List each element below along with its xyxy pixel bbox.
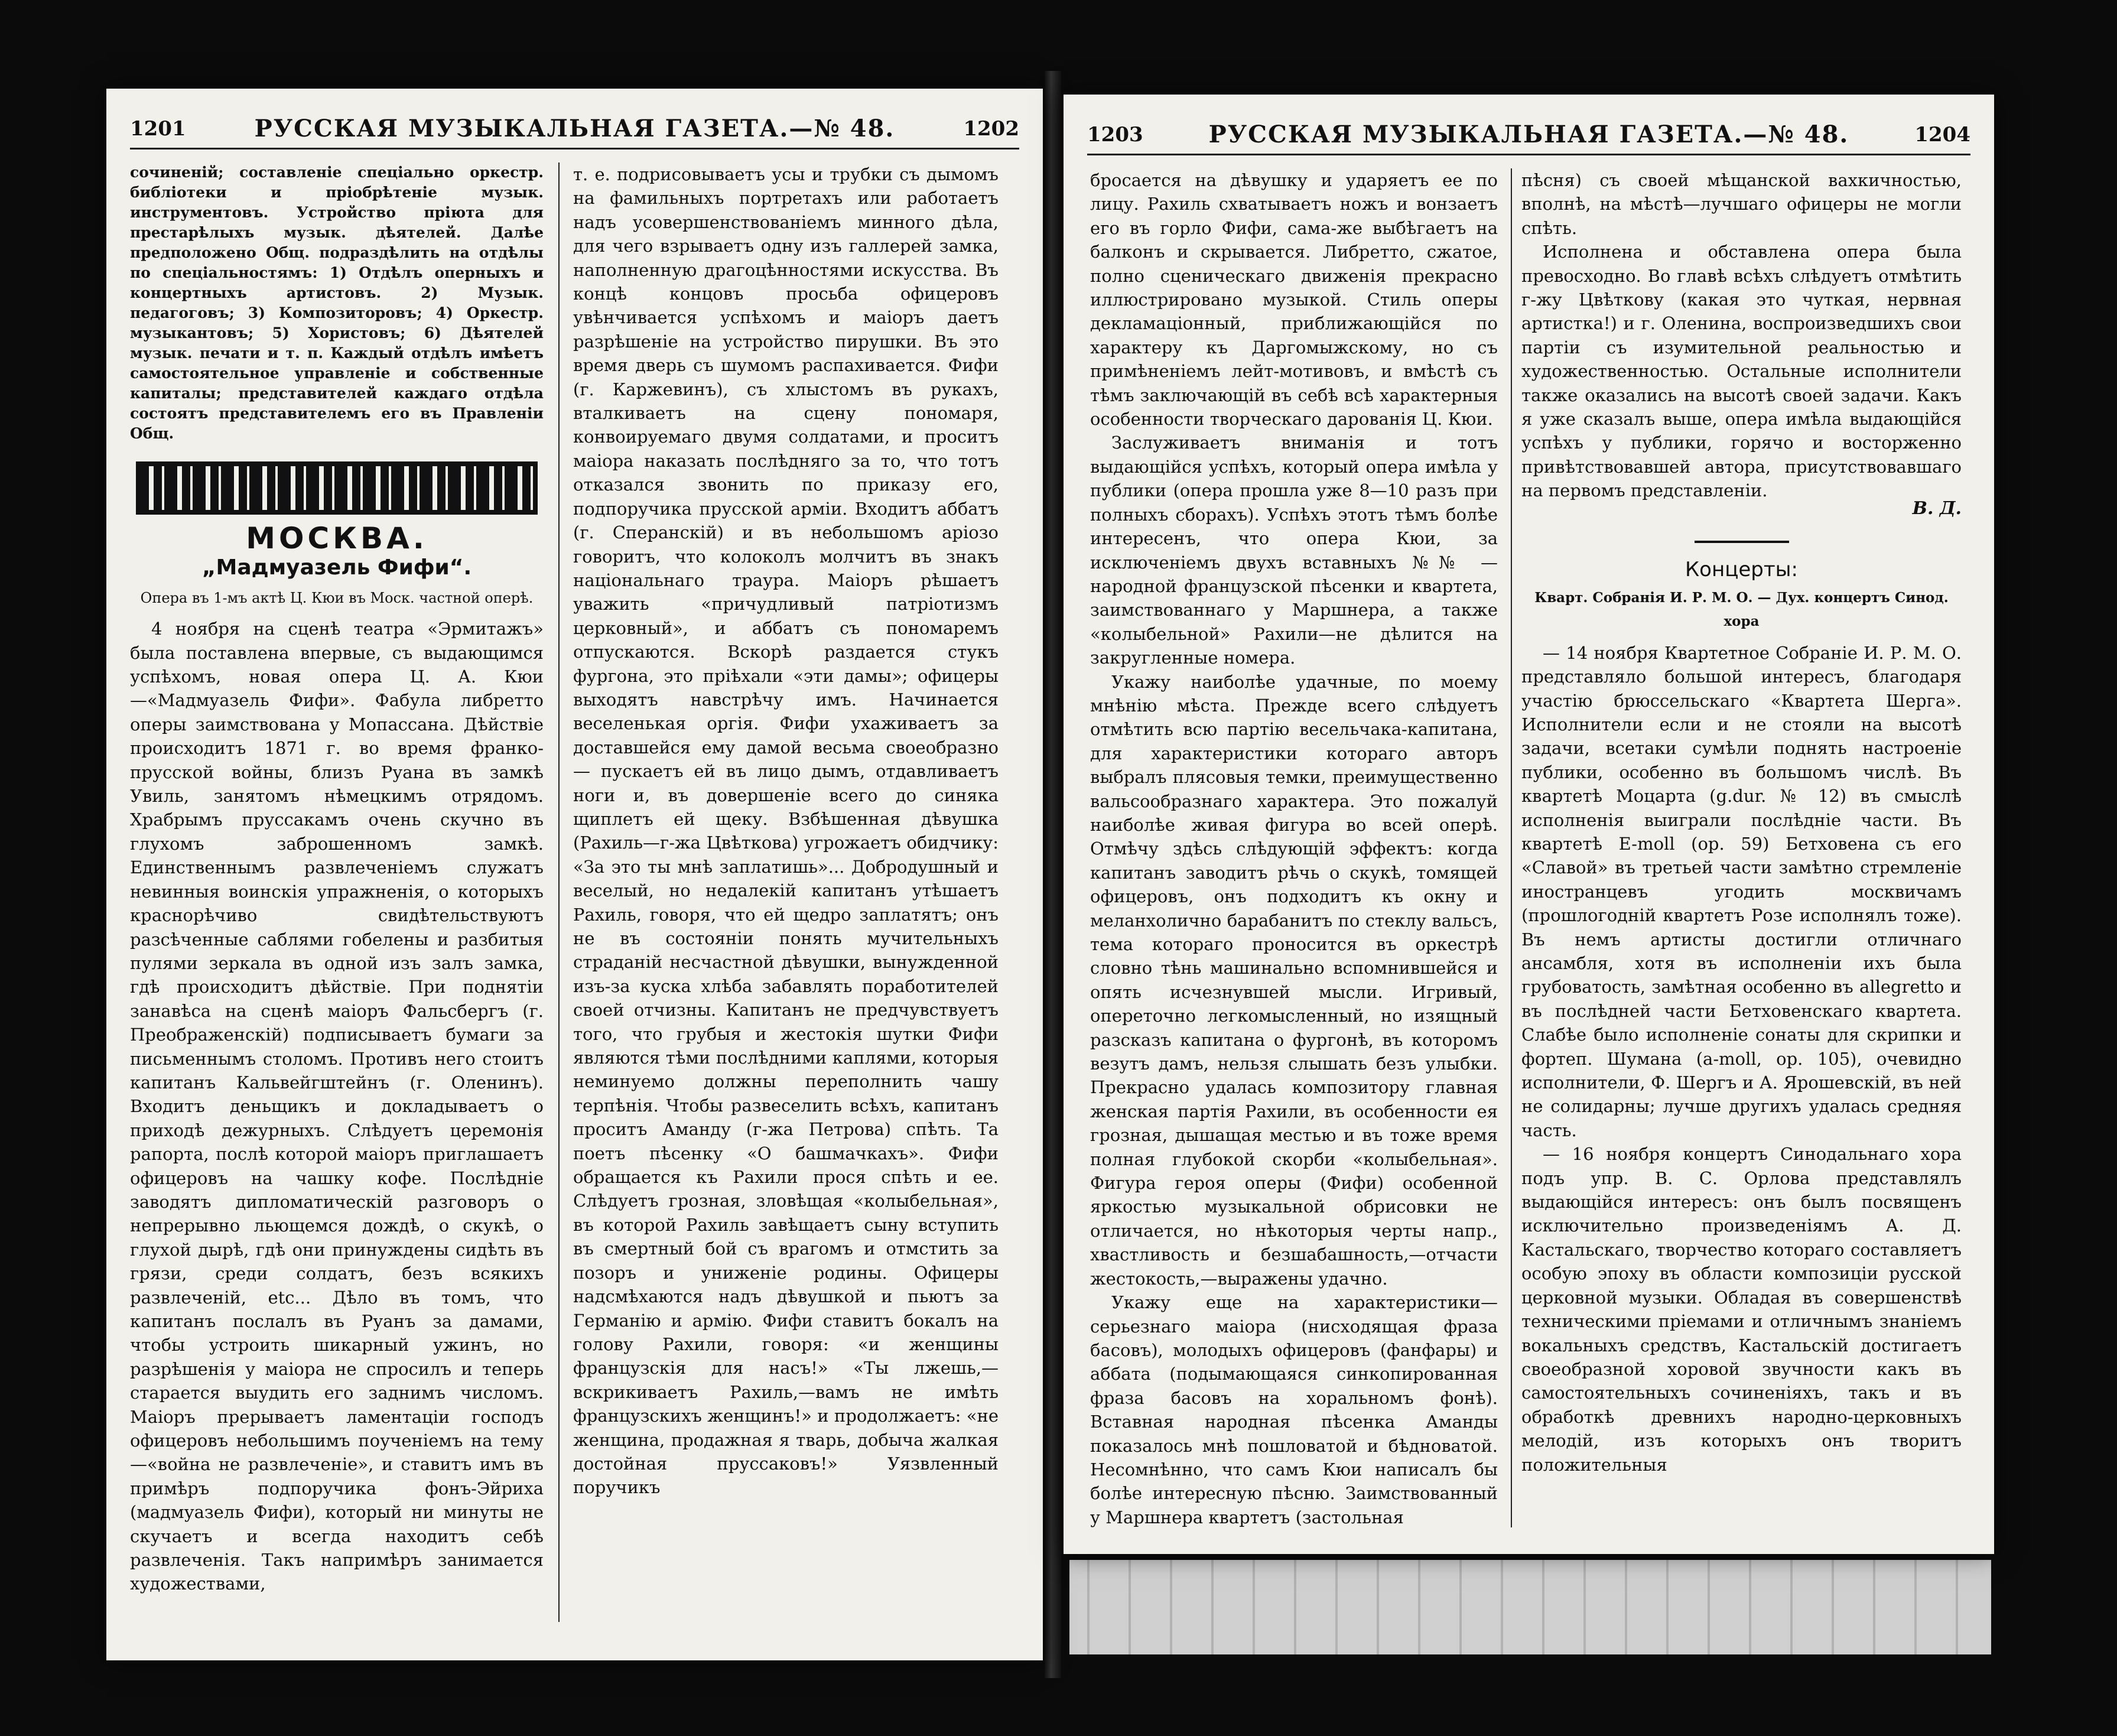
column-1202 xyxy=(573,162,999,1500)
concert-paragraph-2: — 16 ноября концертъ Синодальнаго хора подъ упр. В. С. Орлова представлялъ выдающійся интересъ: онъ былъ посвященъ исключительно произведеніямъ А. Д. Кастальскаго, творчество котораго составляетъ особую эпоху въ области композиціи русской церковной музыки. Обладая въ совершенствѣ техническими пріемами и отличнымъ знаніемъ вокальныхъ средствъ, Кастальскій достигаетъ своеобразной хоровой звучности какъ въ самостоятельныхъ сочиненіяхъ, такъ и въ обработкѣ древнихъ народно-церковныхъ мелодій, изъ которыхъ онъ творитъ положительныя xyxy=(1521,1144,1962,1475)
review-paragraph-6: Укажу еще на характеристики—серьезнаго маіора (нисходящая фраза басовъ), молодыхъ офицеровъ (фанфары) и аббата (подымающаяся синкопированная фраза басовъ на хоральномъ фонѣ). Вставная народная пѣсенка Аманды показалось мнѣ пошловатой и бѣдноватой. Несомнѣнно, что самъ Кюи написалъ бы болѣе интересную пѣсню. Заимствованный у Маршнера квартетъ (застольная xyxy=(1090,1292,1498,1527)
review-paragraph-8: Исполнена и обставлена опера была превосходно. Во главѣ всѣхъ слѣдуетъ отмѣтить г-жу Цвѣткову (какая это чуткая, нервная артистка!) и г. Оленина, воспроизведшихъ свои партіи съ изумительной реальностью и художественностью. Остальные исполнители также оказались на высотѣ своей задачи. Какъ я уже сказалъ выше, опера имѣла выдающійся успѣхъ у публики, горячо и восторженно привѣтствовавшей автора, присутствовавшаго на первомъ представленіи. xyxy=(1521,242,1962,501)
concerts-subheading: Кварт. Собранія И. Р. М. О. — Дух. концертъ Синод. хора xyxy=(1534,589,1949,630)
separator-flourish xyxy=(1521,529,1962,552)
left-page-spread xyxy=(106,89,1043,1660)
running-head-right xyxy=(1087,118,1970,155)
column-1201 xyxy=(130,162,544,1596)
opera-title: „Мадмуазель Фифи“. xyxy=(201,555,472,580)
review-paragraph-3: бросается на дѣвушку и ударяетъ ее по лицу. Рахиль схватываетъ ножъ и вонзаетъ его въ горло Фифи, сама-же выбѣгаетъ на балконъ и скрывается. Либретто, сжатое, полно сценическаго движенія прекрасно иллюстрировано музыкой. Стиль оперы декламаціонный, приближающійся по характеру къ Даргомыжскому, но съ примѣненіемъ лейт-мотивовъ, и вмѣстѣ съ тѣмъ заключающій въ себѣ всѣ характерныя особенности творческаго дарованія Ц. Кюи. xyxy=(1090,170,1498,430)
opera-subtitle: Опера въ 1-мъ актѣ Ц. Кюи въ Моск. частной оперѣ. xyxy=(140,589,534,606)
book-gutter xyxy=(1045,71,1061,1678)
intro-paragraph: сочиненій; составленіе спеціально оркестр. библіотеки и пріобрѣтеніе музык. инструментовъ. Устройство пріюта для престарѣлыхъ музык. дѣятелей. Далѣе предположено Общ. подраздѣлить на отдѣлы по спеціальностямъ: 1) Отдѣлъ оперныхъ и концертныхъ артистовъ. 2) Музык. педагоговъ; 3) Композиторовъ; 4) Оркестр. музыкантовъ; 5) Хористовъ; 6) Дѣятелей музык. печати и т. п. Каждый отдѣлъ имѣетъ самостоятельное управленіе и собственные капиталы; представителей каждаго отдѣла состоятъ представителемъ его въ Правленіи Общ. xyxy=(130,164,544,442)
concerts-heading: Концерты: xyxy=(1685,557,1798,581)
author-signature: В. Д. xyxy=(1912,498,1962,519)
concert-paragraph-1: — 14 ноября Квартетное Собраніе И. Р. М. О. представляло большой интересъ, благодаря участію брюссельскаго «Квартета Шерга». Исполнители если и не стояли на высотѣ задачи, всетаки сумѣли поднять настроеніе публики, особенно въ большомъ числѣ. Въ квартетѣ Моцарта (g.dur. № 12) въ смыслѣ исполненія выиграли послѣдніе части. Въ квартетѣ E-moll (ор. 59) Бетховена съ его «Славой» въ третьей части замѣтно стремленіе иностранцевъ угодить москвичамъ (прошлогодній квартетъ Розе исполнялъ тоже). Въ немъ артисты достигли отличнаго ансамбля, хотя въ исполненіи ихъ была грубоватость, замѣтная особенно въ allegretto и въ послѣдней части Бетховенскаго квартета. Слабѣе было исполненіе сонаты для скрипки и фортеп. Шумана (a-moll, ор. 105), очевидно исполнители, Ф. Шергъ и А. Ярошевскій, въ ней не солидарны; лучше другихъ удалась средняя часть. xyxy=(1521,642,1962,1140)
newspaper-title: РУССКАЯ МУЗЫКАЛЬНАЯ ГАЗЕТА.—№ 48. xyxy=(254,115,895,142)
section-title-moscow: МОСКВА. xyxy=(246,521,428,555)
page-number-1204: 1204 xyxy=(1914,123,1970,147)
running-head-left xyxy=(130,112,1019,149)
review-paragraph-7: пѣсня) съ своей мѣщанской вахкичностью, вполнѣ, на мѣстѣ—лучшаго офицеры не могли спѣть. xyxy=(1521,170,1962,238)
column-divider xyxy=(558,162,560,1622)
page-number-1203: 1203 xyxy=(1087,123,1143,147)
review-paragraph-4: Заслуживаетъ вниманія и тотъ выдающійся успѣхъ, который опера имѣла у публики (опера прошла уже 8—10 разъ при полныхъ сборахъ). Успѣхъ этотъ тѣмъ болѣе интересенъ, что опера Кюи, за исключеніемъ двухъ вставныхъ №№ — народной французской пѣсенки и квартета, заимствованнаго у Маршнера, а также «колыбельной» Рахили—не дѣлится на закругленные номера. xyxy=(1090,433,1498,668)
scan-edge-strip xyxy=(1069,1560,1991,1654)
page-number-1201: 1201 xyxy=(130,117,186,141)
review-paragraph-2: т. е. подрисовываетъ усы и трубки съ дымомъ на фамильныхъ портретахъ или работаетъ надъ усовершенствованіемъ минного дѣла, для чего взрываетъ одну изъ галлерей замка, наполненную драгоцѣнностями искусства. Въ концѣ концовъ просьба офицеровъ увѣнчивается успѣхомъ и маіоръ даетъ разрѣшеніе на устройство пирушки. Въ это время дверь съ шумомъ распахивается. Фифи (г. Каржевинъ), съ хлыстомъ въ рукахъ, вталкиваетъ на сцену пономаря, конвоируемаго двумя солдатами, и проситъ маіора наказать послѣдняго за то, что тотъ отказался звонить по приказу его, подпоручика прусской арміи. Входитъ аббатъ (г. Сперанскій) и въ небольшомъ аріозо говоритъ, что колоколъ молчитъ въ знакъ національнаго траура. Маіоръ рѣшаетъ уважить «причудливый патріотизмъ церковный», и аббатъ съ пономаремъ отпускаются. Вскорѣ раздается стукъ фургона, это пріѣхали «эти дамы»; офицеры выходятъ навстрѣчу имъ. Начинается веселенькая оргія. Фифи ухаживаетъ за доставшейся ему дамой весьма своеобразно — пускаетъ ей въ лицо дымъ, отдавливаетъ ноги и, въ довершеніе всего до синяка щиплетъ ей щеку. Взбѣшенная дѣвушка (Рахиль—г-жа Цвѣткова) угрожаетъ обидчику: «За это ты мнѣ заплатишь»... Добродушный и веселый, но недалекій капитанъ утѣшаетъ Рахиль, говоря, что ей щедро заплатятъ; онъ не въ состояніи понять мучительныхъ страданій несчастной дѣвушки, вынужденной изъ-за куска хлѣба забавлять поработителей своей отчизны. Капитанъ не предчувствуетъ того, что грубыя и жестокія шутки Фифи являются тѣми послѣдними каплями, которыя неминуемо должны переполнить чашу терпѣнія. Чтобы развеселить всѣхъ, капитанъ проситъ Аманду (г-жа Петрова) спѣть. Та поетъ пѣсенку «О башмачкахъ». Фифи обращается къ Рахили прося спѣть и ее. Слѣдуетъ грозная, зловѣщая «колыбельная», въ которой Рахиль завѣщаетъ сыну вступить въ смертный бой съ врагомъ и отмстить за позоръ и униженіе родины. Офицеры надсмѣхаются надъ дѣвушкой и пьютъ за Германію и армію. Фифи ставитъ бокалъ на голову Рахили, говоря: «и женщины французскія для насъ!» «Ты лжешь,— вскрикиваетъ Рахиль,—вамъ не имѣть французскихъ женщинъ!» и продолжаетъ: «не женщина, продажная я тварь, добыча жалкая достойная пруссаковъ!» Уязвленный поручикъ xyxy=(573,164,999,1498)
newspaper-title: РУССКАЯ МУЗЫКАЛЬНАЯ ГАЗЕТА.—№ 48. xyxy=(1208,121,1849,148)
ornamental-divider xyxy=(136,461,538,515)
column-divider xyxy=(1511,168,1512,1527)
review-paragraph-5: Укажу наиболѣе удачные, по моему мнѣнію мѣста. Прежде всего слѣдуетъ отмѣтить всю партію весельчака-капитана, для характеристики котораго авторъ выбралъ плясовыя темки, преимущественно вальсообразнаго характера. Это пожалуй наиболѣе живая фигура во всей оперѣ. Отмѣчу здѣсь слѣдующій эффектъ: когда капитанъ заводитъ рѣчь о скукѣ, томящей офицеровъ, онъ подходитъ къ окну и меланхолично барабанитъ по стеклу вальсъ, тема котораго проносится въ оркестрѣ словно тѣнь машинально вспомнившейся и опять исчезнувшей мысли. Игривый, опереточно легкомысленный, но изящный разсказъ капитана о фургонѣ, въ которомъ везутъ дамъ, нельзя слышать безъ улыбки. Прекрасно удалась композитору главная женская партія Рахили, въ особенности ея грозная, дышащая местью и въ тоже время полная глубокой скорби «колыбельная». Фигура героя оперы (Фифи) особенной яркостью музыкальной обрисовки не отличается, но нѣкоторыя черты напр., хвастливость и безшабашность,—отчасти жестокость,—выражены удачно. xyxy=(1090,671,1498,1289)
page-number-1202: 1202 xyxy=(963,117,1019,141)
right-page-spread xyxy=(1064,95,1994,1554)
column-1203 xyxy=(1090,168,1498,1529)
column-1204 xyxy=(1521,168,1962,1477)
review-paragraph-1: 4 ноября на сценѣ театра «Эрмитажъ» была поставлена впервые, съ выдающимся успѣхомъ, новая опера Ц. А. Кюи—«Мадмуазель Фифи». Фабула либретто оперы заимствована у Мопассана. Дѣйствіе происходитъ 1871 г. во время франко-прусской войны, близъ Руана въ замкѣ Увиль, занятомъ нѣмецкимъ отрядомъ. Храбрымъ пруссакамъ очень скучно въ глухомъ заброшенномъ замкѣ. Единственнымъ развлеченіемъ служатъ невинныя воинскія упражненія, о которыхъ краснорѣчиво свидѣтельствуютъ разсѣченные саблями гобелены и разбитыя пулями зеркала въ одной изъ залъ замка, гдѣ происходитъ дѣйствіе. При поднятіи занавѣса на сценѣ маіоръ Фальсбергъ (г. Преображенскій) подписываетъ бумаги за письменнымъ столомъ. Противъ него стоитъ капитанъ Кальвейгштейнъ (г. Оленинъ). Входитъ деньщикъ и докладываетъ о приходѣ дежурныхъ. Слѣдуетъ церемонія рапорта, послѣ которой маіоръ приглашаетъ офицеровъ на чашку кофе. Послѣдніе заводятъ дипломатическій разговоръ о непрерывно льющемся дождѣ, о скукѣ, о глухой дырѣ, гдѣ они принуждены сидѣть въ грязи, среди солдатъ, безъ всякихъ развлеченій, etc... Дѣло въ томъ, что капитанъ послалъ въ Руанъ за дамами, чтобы устроить шикарный ужинъ, но разрѣшенія у маіора не спросилъ и теперь старается выудить его заднимъ числомъ. Маіоръ прерываетъ ламентаціи господъ офицеровъ небольшимъ поученіемъ на тему—«война не развлеченіе», и ставитъ имъ въ примѣръ подпоручика фонъ-Эйриха (мадмуазель Фифи), который ни минуты не скучаетъ и всегда находитъ себѣ развлеченія. Такъ напримѣръ занимается художествами, xyxy=(130,619,544,1594)
